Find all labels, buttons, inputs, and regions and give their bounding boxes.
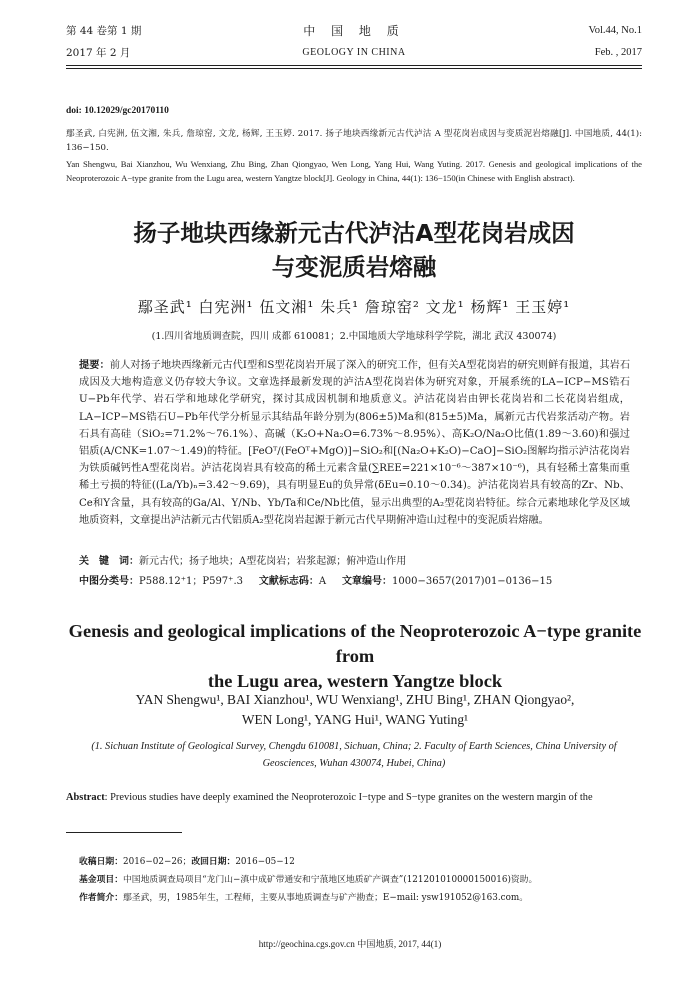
title-en-line2: the Lugu area, western Yangtze block	[207, 671, 503, 691]
footnote-fund	[79, 872, 642, 885]
running-header	[66, 22, 642, 82]
fund-label: 基金项目：	[79, 875, 123, 885]
abstract-en-text: : Previous studies have deeply examined the Neoproterozoic I−type and S−type granites on the western margin of the	[104, 792, 593, 803]
revised-label: 改回日期：	[191, 857, 236, 867]
volume-cn: 第 44 卷第 1 期	[66, 25, 142, 37]
affiliation-en	[66, 738, 642, 772]
footnote-author	[79, 890, 642, 903]
keywords-cn	[79, 552, 630, 567]
date-en: Feb. , 2017	[594, 47, 642, 58]
affiliation-en-line2: Geosciences, Wuhan 430074, Hubei, China)	[262, 758, 446, 769]
clc-label: 中图分类号：	[79, 576, 139, 587]
received-label: 收稿日期：	[79, 857, 123, 867]
revised-date: 2016−05−12	[235, 857, 295, 867]
fund-text: 中国地质调查局项目“龙门山−滇中成矿带通安和宁蒗地区地质矿产调查”(121201010000150016)资助。	[123, 875, 538, 885]
authors-cn: 鄢圣武¹ 白宪洲¹ 伍文湘¹ 朱兵¹ 詹琼窑² 文龙¹ 杨辉¹ 王玉婷¹	[137, 298, 571, 316]
header-rule	[66, 65, 642, 66]
title-cn-line1: 扬子地块西缘新元古代泸沽A型花岗岩成因	[133, 219, 575, 247]
keywords-text: 新元古代；扬子地块；A型花岗岩；岩浆起源；俯冲造山作用	[139, 556, 407, 567]
date-cn: 2017 年 2 月	[66, 47, 131, 59]
doc-code-label: 文献标志码：	[258, 576, 319, 587]
volume-en: Vol.44, No.1	[588, 25, 642, 36]
page-title-en	[60, 619, 650, 694]
authors-en-line2: WEN Long¹, YANG Hui¹, WANG Yuting¹	[241, 712, 469, 727]
page-title-cn	[66, 216, 642, 284]
title-cn-line2: 与变泥质岩熔融	[271, 253, 437, 281]
footnote-rule	[66, 832, 182, 833]
title-en-line1: Genesis and geological implications of the Neoproterozoic A−type granite from	[68, 621, 642, 666]
article-no-value: 1000−3657(2017)01−0136−15	[392, 576, 553, 587]
abstract-en	[66, 790, 642, 805]
abstract-cn-text: 前人对扬子地块西缘新元古代I型和S型花岗岩开展了深入的研究工作，但有关A型花岗岩的研究则鲜有报道，其岩石成因及大地构造意义仍存较大争议。文章选择最新发现的泸沽A型花岗岩体为研究对象，开展系统的LA−ICP−MS锆石U−Pb年代学、岩石学和地球化学研究，探讨其成因机制和地质意义。泸沽花岗岩由钾长花岗岩和二长花岗岩组成，LA−ICP−MS锆石U−Pb年代学分析显示其结晶年龄分别为(806±5)Ma和(815±5)Ma，属新元古代岩浆活动产物。岩石具有高硅（SiO₂=71.2%～76.1%）、高碱（K₂O+Na₂O=6.73%～8.95%）、高K₂O/Na₂O比值(1.89～3.60)和强过铝质(A/CNK=1.07～1.49)的特征。[FeOᵀ/(FeOᵀ+MgO)]−SiO₂和[(Na₂O+K₂O)−CaO]−SiO₂图解均指示泸沽花岗岩为铁质碱钙性A型花岗岩。泸沽花岗岩具有较高的稀土元素含量(∑REE=221×10⁻⁶～387×10⁻⁶)，具有轻稀土富集而重稀土亏损的特征((La/Yb)ₙ=3.42～9.69)，具有明显Eu的负异常(δEu=0.10～0.34)。泸沽花岗岩具有较高的Zr、Nb、Ce和Y含量，具有较高的Ga/Al、Y/Nb、Yb/Ta和Ce/Nb比值，显示出典型的A₂型花岗岩特征。综合元素地球化学及区域地质资料，文章提出泸沽新元古代铝质A₂型花岗岩起源于新元古代早期俯冲造山过程中的变泥质岩熔融。	[79, 360, 631, 526]
author-info-text[interactable]: 鄢圣武，男，1985年生，工程师，主要从事地质调查与矿产勘查；E−mail: ysw191052@163.com。	[123, 893, 529, 903]
footnote-dates	[79, 854, 642, 867]
abstract-cn-label: 提要：	[79, 360, 110, 371]
citation-cn: 鄢圣武, 白宪洲, 伍文湘, 朱兵, 詹琼窑, 文龙, 杨辉, 王玉婷. 2017. 扬子地块西缘新元古代泸沽 A 型花岗岩成因与变质泥岩熔融[J]. 中国地质, 44(1): 136−150.	[66, 128, 642, 153]
doc-code-value: A	[318, 576, 327, 587]
classification-line	[79, 572, 630, 587]
page-footer[interactable]: http://geochina.cgs.gov.cn 中国地质, 2017, 44(1)	[258, 939, 442, 949]
keywords-label: 关 键 词：	[79, 556, 139, 567]
citation-block	[66, 104, 642, 187]
authors-en	[60, 690, 650, 730]
doi[interactable]: doi: 10.12029/gc20170110	[66, 106, 169, 116]
affiliation-en-line1: (1. Sichuan Institute of Geological Survey, Chengdu 610081, Sichuan, China; 2. Faculty of Earth Sciences, China University of	[91, 741, 617, 752]
affiliation-cn: (1.四川省地质调查院，四川 成都 610081；2.中国地质大学地球科学学院，湖北 武汉 430074)	[151, 331, 557, 342]
clc-value: P588.12⁺1；P597⁺.3	[139, 576, 243, 587]
abstract-cn	[79, 357, 630, 529]
article-no-label: 文章编号：	[342, 576, 393, 587]
author-info-label: 作者简介：	[79, 893, 123, 903]
citation-en: Yan Shengwu, Bai Xianzhou, Wu Wenxiang, Zhu Bing, Zhan Qiongyao, Wen Long, Yang Hui, Wang Yuting. 2017. Genesis and geological implications of the Neoproterozoic A−type granite from the Lugu area, western Yangtze block[J]. Geology in China, 44(1): 136−150(in Chinese with English abstract).	[66, 158, 642, 183]
journal-name-cn: 中 国 地 质	[303, 24, 405, 38]
abstract-en-label: Abstract	[66, 792, 105, 803]
header-rule-thin	[66, 68, 642, 69]
authors-en-line1: YAN Shengwu¹, BAI Xianzhou¹, WU Wenxiang¹, ZHU Bing¹, ZHAN Qiongyao²,	[135, 692, 575, 707]
received-date: 2016−02−26；	[123, 857, 192, 867]
journal-name-en: GEOLOGY IN CHINA	[302, 47, 406, 58]
